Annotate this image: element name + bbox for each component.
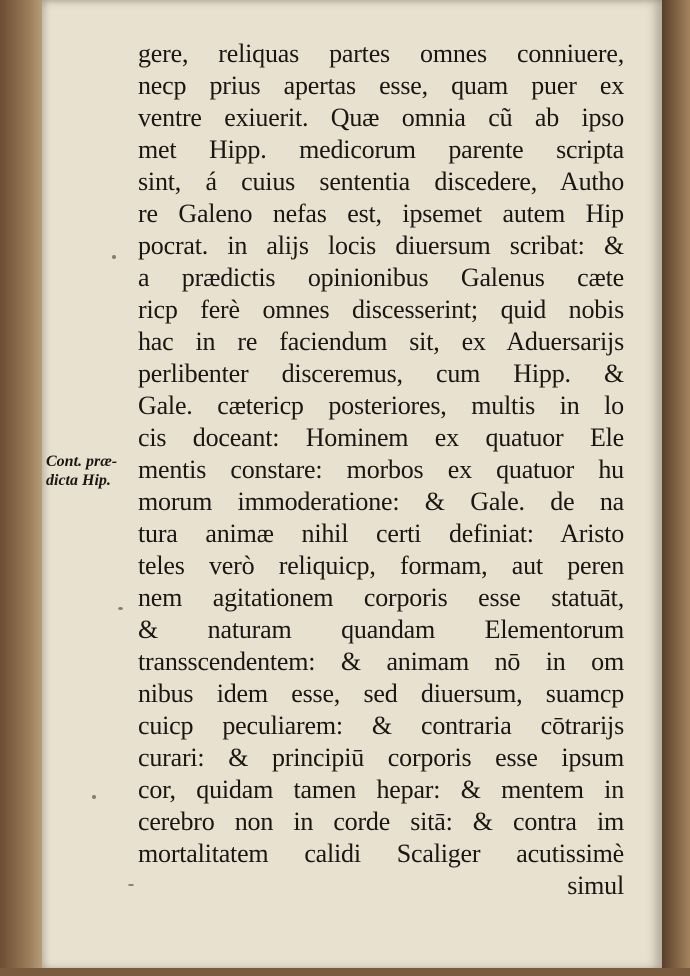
ink-speck [128, 884, 134, 886]
text-line: cerebro non in corde sitā: & contra im [138, 807, 624, 836]
text-line: cis doceant: Hominem ex quatuor Ele [138, 423, 624, 452]
text-line: mortalitatem calidi Scaliger acutissimè [138, 839, 624, 868]
text-line: Gale. cætericp posteriores, multis in lo [138, 391, 624, 420]
text-line: ricp ferè omnes discesserint; quid nobis [138, 295, 624, 324]
text-line: a prædictis opinionibus Galenus cæte [138, 263, 624, 292]
ink-speck [92, 795, 96, 799]
text-line: nibus idem esse, sed diuersum, suamcp [138, 679, 624, 708]
text-line: teles verò reliquicp, formam, aut peren [138, 551, 624, 580]
text-line: nem agitationem corporis esse statuāt, [138, 583, 624, 612]
scan-edge-left [0, 0, 42, 976]
marginal-note [46, 452, 136, 490]
text-line: necp prius apertas esse, quam puer ex [138, 71, 624, 100]
marginal-note-line: dicta Hip. [46, 472, 111, 489]
text-line: met Hipp. medicorum parente scripta [138, 135, 624, 164]
text-line: & naturam quandam Elementorum [138, 615, 624, 644]
text-line: transscendentem: & animam nō in om [138, 647, 624, 676]
text-line: hac in re faciendum sit, ex Aduersarijs [138, 327, 624, 356]
marginal-note-line: Cont. præ- [46, 453, 118, 470]
text-line: cor, quidam tamen hepar: & mentem in [138, 775, 624, 804]
scan-edge-bottom [0, 968, 690, 976]
text-line: pocrat. in alijs locis diuersum scribat: & [138, 231, 624, 260]
text-body [138, 38, 624, 902]
text-line: morum immoderatione: & Gale. de na [138, 487, 624, 516]
text-line: curari: & principiū corporis esse ipsum [138, 743, 624, 772]
catchword: simul [567, 871, 624, 900]
text-line: ventre exiuerit. Quæ omnia cũ ab ipso [138, 103, 624, 132]
ink-speck [118, 607, 123, 610]
text-line: re Galeno nefas est, ipsemet autem Hip [138, 199, 624, 228]
text-line: perlibenter disceremus, cum Hipp. & [138, 359, 624, 388]
text-line: sint, á cuius sententia discedere, Autho [138, 167, 624, 196]
text-line: mentis constare: morbos ex quatuor hu [138, 455, 624, 484]
text-line: cuicp peculiarem: & contraria cōtrarijs [138, 711, 624, 740]
text-line: tura animæ nihil certi definiat: Aristo [138, 519, 624, 548]
ink-speck [112, 255, 116, 259]
scan-edge-right [662, 0, 690, 976]
text-line: gere, reliquas partes omnes conniuere, [138, 39, 624, 68]
